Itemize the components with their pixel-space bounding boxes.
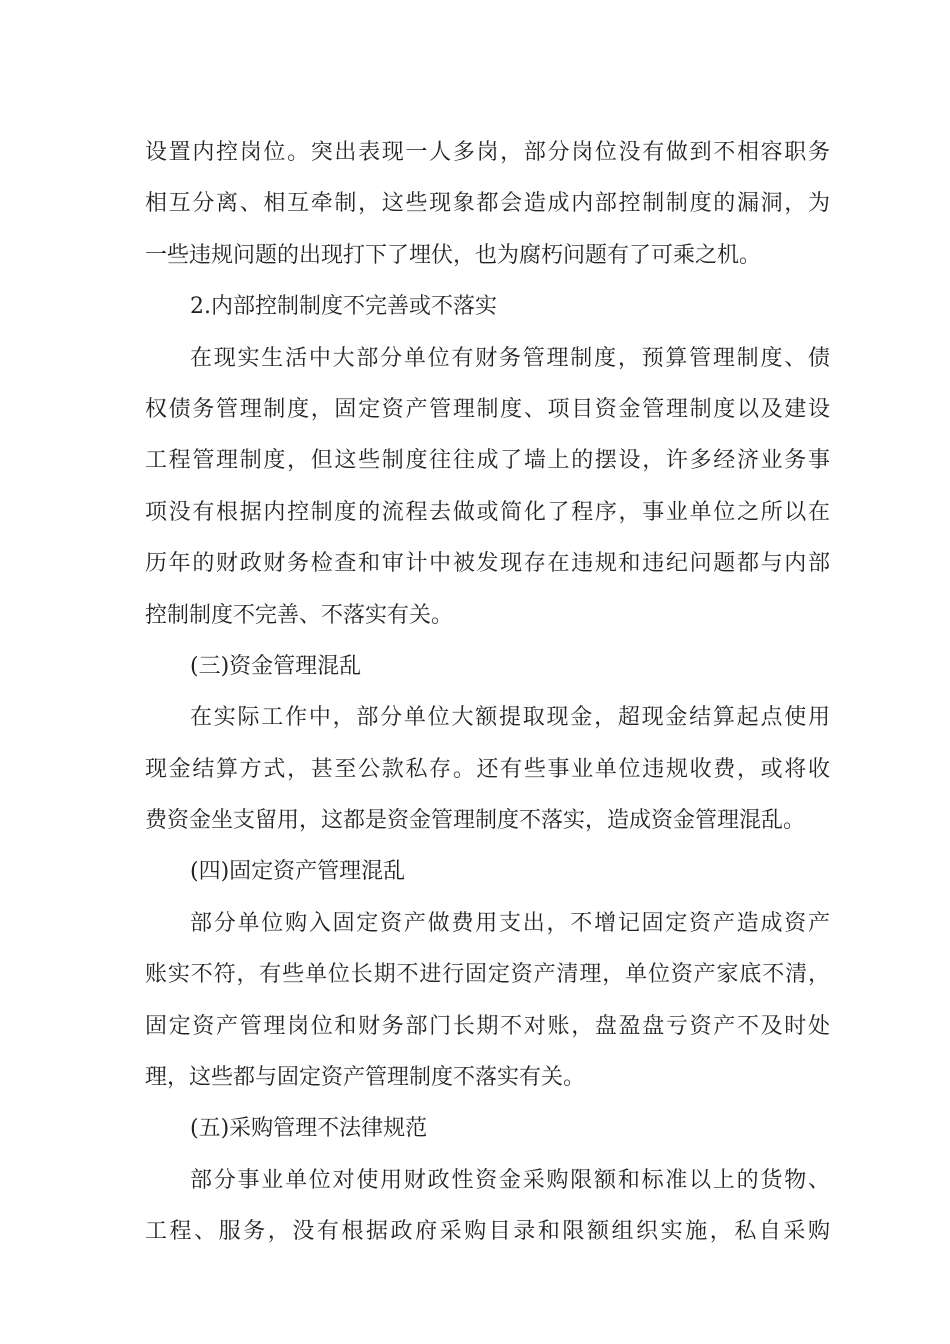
heading-text: (五)采购管理不法律规范 — [190, 1116, 428, 1142]
text-line: 控制制度不完善、不落实有关。 — [145, 602, 454, 628]
document-body — [145, 127, 830, 1258]
text-line: 工程、服务，没有根据政府采购目录和限额组织实施，私自采购 — [145, 1219, 830, 1245]
text-line: 项没有根据内控制度的流程去做或简化了程序，事业单位之所以在 — [145, 499, 830, 525]
text-line: 费资金坐支留用，这都是资金管理制度不落实，造成资金管理混乱。 — [145, 808, 806, 834]
text-line: 现金结算方式，甚至公款私存。还有些事业单位违规收费，或将收 — [145, 756, 830, 782]
text-line: 一些违规问题的出现打下了埋伏，也为腐朽问题有了可乘之机。 — [145, 242, 762, 268]
text-line: 设置内控岗位。突出表现一人多岗，部分岗位没有做到不相容职务 — [145, 140, 830, 165]
text-line: 权债务管理制度，固定资产管理制度、项目资金管理制度以及建设 — [145, 396, 830, 422]
section-heading — [145, 1103, 830, 1154]
paragraph — [145, 333, 830, 641]
paragraph — [145, 692, 830, 846]
heading-text: (四)固定资产管理混乱 — [190, 859, 406, 885]
heading-text: (三)资金管理混乱 — [190, 653, 362, 679]
text-line: 固定资产管理岗位和财务部门长期不对账，盘盈盘亏资产不及时处 — [145, 1013, 830, 1039]
section-heading — [145, 846, 830, 897]
text-line: 在实际工作中，部分单位大额提取现金，超现金结算起点使用 — [190, 705, 830, 731]
section-heading — [145, 281, 830, 332]
paragraph — [145, 898, 830, 1104]
paragraph — [145, 1155, 830, 1258]
text-line: 在现实生活中大部分单位有财务管理制度，预算管理制度、债 — [190, 345, 830, 371]
text-line: 理，这些都与固定资产管理制度不落实有关。 — [145, 1065, 586, 1091]
text-line: 部分事业单位对使用财政性资金采购限额和标准以上的货物、 — [190, 1167, 830, 1193]
text-line: 工程管理制度，但这些制度往往成了墙上的摆设，许多经济业务事 — [145, 448, 830, 474]
heading-text: 2.内部控制制度不完善或不落实 — [190, 294, 497, 320]
text-line: 历年的财政财务检查和审计中被发现存在违规和违纪问题都与内部 — [145, 551, 830, 577]
text-line: 相互分离、相互牵制，这些现象都会造成内部控制制度的漏洞，为 — [145, 191, 830, 217]
text-line: 账实不符，有些单位长期不进行固定资产清理，单位资产家底不清， — [145, 962, 830, 988]
section-heading — [145, 641, 830, 692]
paragraph-continued — [145, 127, 830, 281]
text-line: 部分单位购入固定资产做费用支出，不增记固定资产造成资产 — [190, 910, 830, 936]
